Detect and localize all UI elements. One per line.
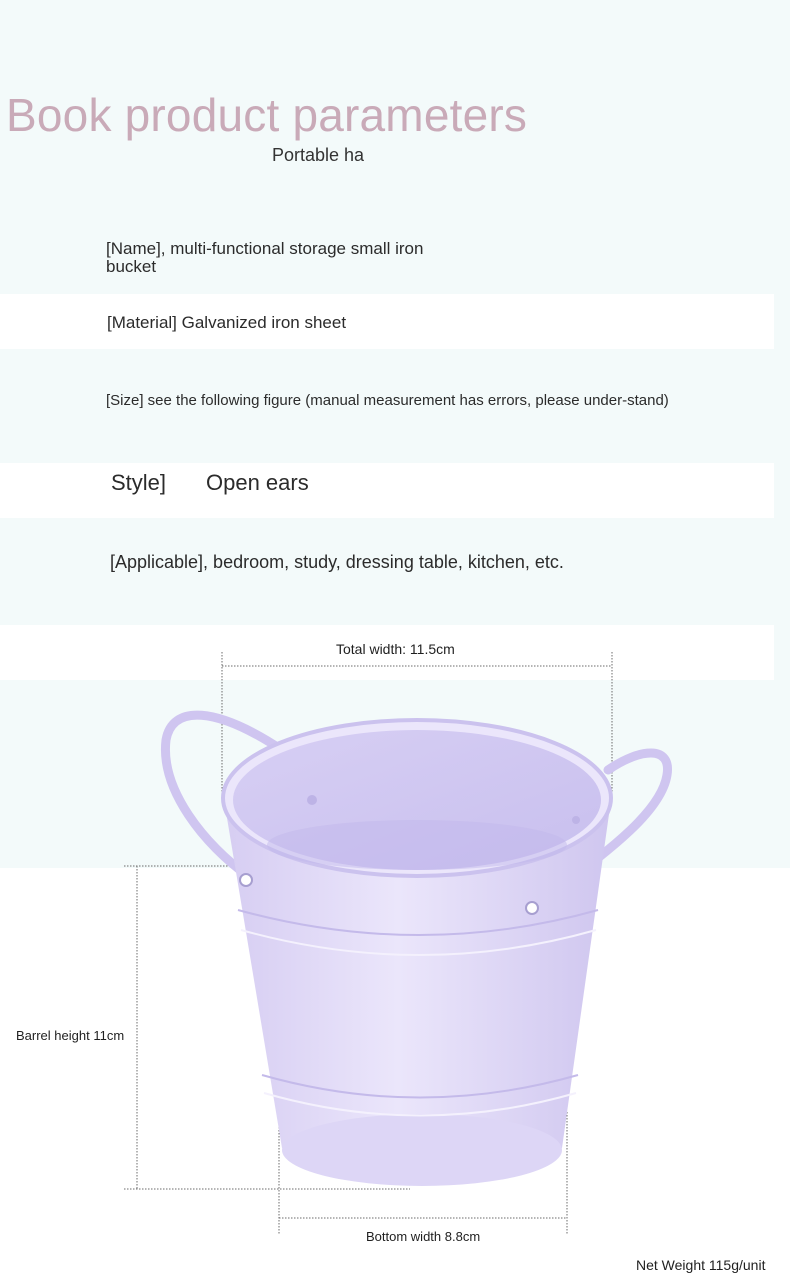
param-applicable: [Applicable], bedroom, study, dressing table, kitchen, etc.	[110, 552, 564, 572]
net-weight-label: Net Weight 115g/unit	[636, 1257, 766, 1273]
param-style-value: Open ears	[206, 470, 309, 495]
param-name: [Name], multi-functional storage small iron bucket	[106, 239, 424, 276]
page-subtitle: Portable ha	[272, 145, 365, 165]
param-style-label: Style]	[111, 470, 167, 495]
param-size: [Size] see the following figure (manual measurement has errors, please under-stand)	[106, 392, 669, 409]
page-title: Book product parameters	[6, 89, 528, 141]
total-width-label: Total width: 11.5cm	[336, 641, 455, 657]
barrel-height-label: Barrel height 11cm	[16, 1028, 125, 1043]
param-material: [Material] Galvanized iron sheet	[107, 313, 347, 332]
bottom-width-label: Bottom width 8.8cm	[366, 1229, 481, 1244]
